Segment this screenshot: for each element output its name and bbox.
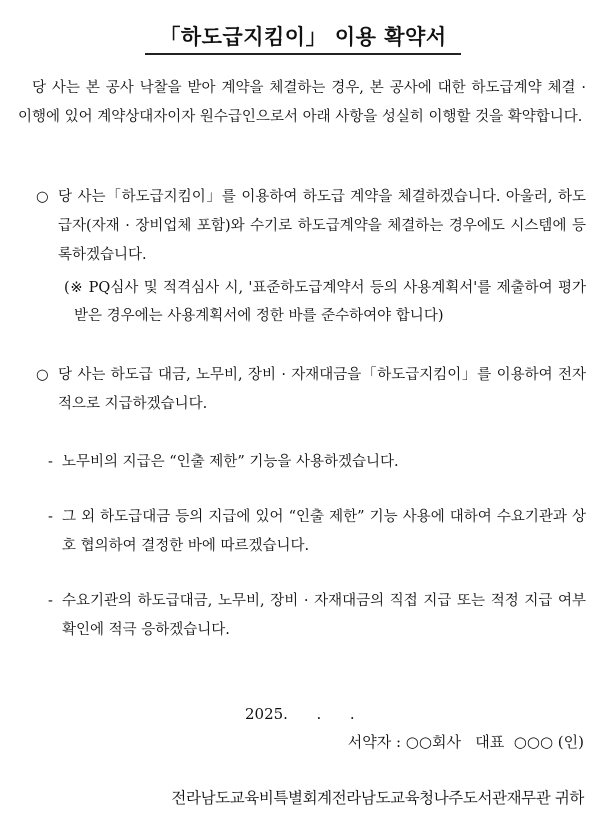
circle-bullet-icon: ○ <box>36 189 49 205</box>
pledge-item-2 <box>36 361 586 419</box>
sub-item-3 <box>48 587 586 645</box>
pq-note-text: (※ PQ심사 및 적격심사 시, '표준하도급계약서 등의 사용계획서'를 제출하여 평가받은 경우에는 사용계획서에 정한 바를 준수하여야 합니다) <box>64 280 586 324</box>
sub-item-text: 그 외 하도급대금 등의 지급에 있어 “인출 제한” 기능 사용에 대하여 수요기관과 상호 협의하여 결정한 바에 따르겠습니다. <box>62 509 586 554</box>
pq-note <box>64 274 586 330</box>
document-title: 「하도급지킴이」 이용 확약서 <box>145 22 461 55</box>
signer-line: 서약자 : ○○회사 대표 ○○○ (인) <box>347 733 584 751</box>
sub-item-text: 노무비의 지급은 “인출 제한” 기능을 사용하겠습니다. <box>62 454 399 470</box>
circle-bullet-icon: ○ <box>36 367 49 383</box>
sub-item-2 <box>48 503 586 561</box>
addressee-line: 전라남도교육비특별회계전라남도교육청나주도서관재무관 귀하 <box>171 789 584 807</box>
pledge-date: 2025. . . <box>245 705 355 723</box>
dash-bullet-icon: - <box>48 593 53 609</box>
dash-bullet-icon: - <box>48 509 53 525</box>
dash-bullet-icon: - <box>48 454 53 470</box>
pledge-item-text: 당 사는 하도급 대금, 노무비, 장비 · 자재대금을「하도급지킴이」를 이용하여 전자적으로 지급하겠습니다. <box>58 367 586 412</box>
pledge-item-text: 당 사는「하도급지킴이」를 이용하여 하도급 계약을 체결하겠습니다. 아울러, 하도급자(자재 · 장비업체 포함)와 수기로 하도급계약을 체결하는 경우에도 시스템에 등록하겠습니다. <box>58 189 586 263</box>
sub-item-1 <box>48 448 586 477</box>
sub-item-text: 수요기관의 하도급대금, 노무비, 장비 · 자재대금의 직접 지급 또는 적정 지급 여부 확인에 적극 응하겠습니다. <box>62 593 586 638</box>
pledge-item-1 <box>36 183 586 270</box>
intro-paragraph: 당 사는 본 공사 낙찰을 받아 계약을 체결하는 경우, 본 공사에 대한 하도급계약 체결 · 이행에 있어 계약상대자이자 원수급인으로서 아래 사항을 성실히 이행할 것을 확약합니다. <box>18 80 586 125</box>
